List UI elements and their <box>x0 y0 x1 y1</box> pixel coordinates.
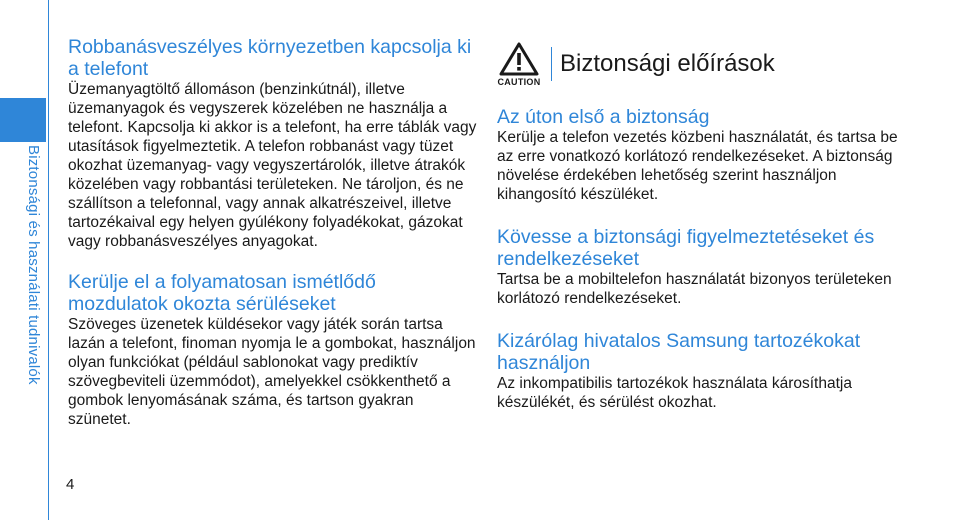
safety-header <box>497 36 917 92</box>
right-column <box>497 36 917 412</box>
page-number: 4 <box>66 476 75 493</box>
warning-triangle-icon <box>499 42 539 76</box>
section-title-warnings: Kövesse a biztonsági figyelmeztetéseket és rendelkezéseket <box>497 226 875 270</box>
section-body-repetitive-motion: Szöveges üzenetek küldésekor vagy játék során tartsa lazán a telefont, finoman nyomja le a gombokat, használjon olyan funkciókat (például sablonokat vagy prediktív szövegbeviteli üzemmódot), amelyekkel csökkenthető a gombok lenyomásának száma, és tartson gyakran szünetet. <box>68 316 476 428</box>
section-body-warnings: Tartsa be a mobiltelefon használatát bizonyos területeken korlátozó rendelkezéseket. <box>497 271 892 307</box>
left-column <box>68 36 480 429</box>
section-body-road-safety: Kerülje a telefon vezetés közbeni használatát, és tartsa be az erre vonatkozó korlátozó rendelkezéseket. A biztonság növelése érdekében lehetőség szerint használjon kihangosító készüléket. <box>497 129 898 203</box>
sidebar-divider <box>48 0 49 520</box>
sidebar-marker <box>0 98 46 142</box>
page-title: Biztonsági előírások <box>551 47 775 81</box>
section-body-accessories: Az inkompatibilis tartozékok használata károsíthatja készülékét, és sérülést okozhat. <box>497 375 852 411</box>
section-title-accessories: Kizárólag hivatalos Samsung tartozékokat használjon <box>497 330 861 374</box>
section-title-road-safety: Az úton első a biztonság <box>497 106 710 128</box>
section-title-repetitive-motion: Kerülje el a folyamatosan ismétlődő mozdulatok okozta sérüléseket <box>68 271 376 315</box>
section-title-explosive: Robbanásveszélyes környezetben kapcsolja ki a telefont <box>68 36 472 80</box>
caution-badge <box>497 42 541 87</box>
sidebar-label: Biztonsági és használati tudnivalók <box>25 145 42 385</box>
caution-label: CAUTION <box>497 76 541 87</box>
section-body-explosive: Üzemanyagtöltő állomáson (benzinkútnál), illetve üzemanyagok és vegyszerek közelében ne használja a telefont. Kapcsolja ki akkor is a telefont, ha erre táblák vagy utasítások figyelmeztetik. A telefon robbanást vagy tüzet okozhat üzemanyag- vagy vegyszertárolók, illetve átrakók közelében vagy robbantási területeken. Ne tároljon, és ne szállítson a telefonnal, vagy annak alkatrészeivel, illetve tartozékaival egy helyen gyúlékony folyadékokat, gázokat vagy robbanásveszélyes anyagokat. <box>68 81 477 250</box>
